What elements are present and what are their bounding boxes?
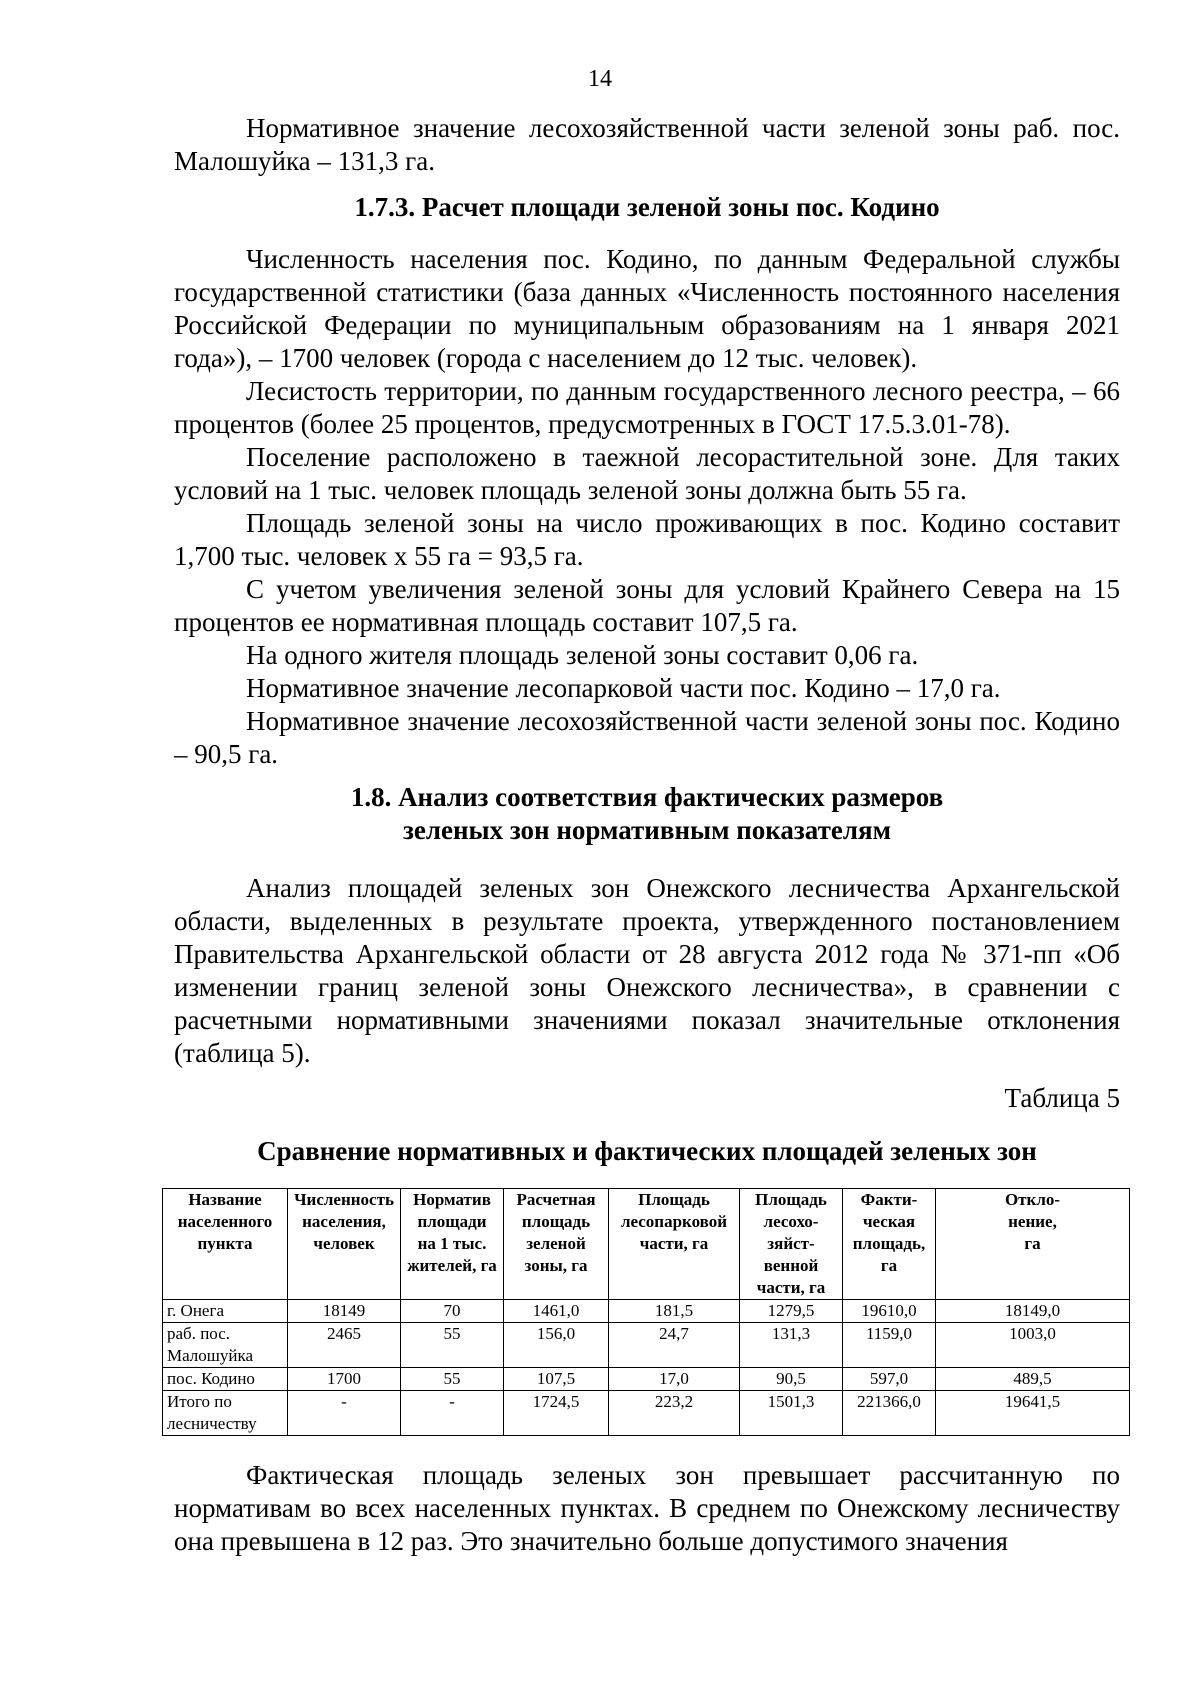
table-cell: 55: [401, 1368, 504, 1391]
table-header-cell: Площадь лесопарковой части, га: [609, 1189, 740, 1300]
table-cell: -: [401, 1391, 504, 1436]
table-cell: 489,5: [936, 1368, 1130, 1391]
document-body: [167, 112, 1120, 1558]
paragraph: Лесистость территории, по данным государственного лесного реестра, – 66 процентов (более 25 процентов, предусмотренных в ГОСТ 17.5.3.01-78).: [174, 376, 1120, 439]
table-cell: 1159,0: [843, 1323, 936, 1368]
table-cell: 70: [401, 1300, 504, 1323]
table-header-cell: Факти- ческая площадь, га: [843, 1189, 936, 1300]
table-cell: 1724,5: [504, 1391, 609, 1436]
section-heading: 1.7.3. Расчет площади зеленой зоны пос. Кодино: [354, 192, 940, 222]
table-title: Сравнение нормативных и фактических площадей зеленых зон: [257, 1136, 1037, 1166]
table-cell: 19610,0: [843, 1300, 936, 1323]
table-header-cell: Название населенного пункта: [163, 1189, 288, 1300]
table-cell: 24,7: [609, 1323, 740, 1368]
paragraph: Анализ площадей зеленых зон Онежского лесничества Архангельской области, выделенных в результате проекта, утвержденного постановлением Правительства Архангельской области от 28 августа 2012 года № 371-пп «Об изменении границ зеленой зоны Онежского лесничества», в сравнении с расчетными нормативными значениями показал значительные отклонения (таблица 5).: [174, 873, 1120, 1068]
table-cell: 107,5: [504, 1368, 609, 1391]
table-cell: 1700: [288, 1368, 401, 1391]
table-cell: -: [288, 1391, 401, 1436]
table-cell-name: Итого по лесничеству: [163, 1391, 288, 1436]
table-cell: 1279,5: [740, 1300, 843, 1323]
table-row: [163, 1300, 1130, 1323]
section-heading: [174, 781, 1120, 847]
table-cell: 17,0: [609, 1368, 740, 1391]
paragraph: Фактическая площадь зеленых зон превышает рассчитанную по нормативам во всех населенных пунктах. В среднем по Онежскому лесничеству она превышена в 12 раз. Это значительно больше допустимого значения: [174, 1460, 1120, 1556]
table-row: [163, 1323, 1130, 1368]
table-cell-name: пос. Кодино: [163, 1368, 288, 1391]
section-heading-line: зеленых зон нормативным показателям: [403, 815, 891, 845]
table-cell: 131,3: [740, 1323, 843, 1368]
table-cell: 19641,5: [936, 1391, 1130, 1436]
table-cell: 221366,0: [843, 1391, 936, 1436]
table-cell-name: г. Онега: [163, 1300, 288, 1323]
paragraph: Поселение расположено в таежной лесорастительной зоне. Для таких условий на 1 тыс. человек площадь зеленой зоны должна быть 55 га.: [174, 442, 1120, 505]
table-header-cell: Откло- нение, га: [936, 1189, 1130, 1300]
table-header-cell: Норматив площади на 1 тыс. жителей, га: [401, 1189, 504, 1300]
section-heading-line: 1.8. Анализ соответствия фактических размеров: [350, 782, 944, 812]
table-cell: 1461,0: [504, 1300, 609, 1323]
comparison-table: [162, 1188, 1130, 1436]
table-header-cell: Численность населения, человек: [288, 1189, 401, 1300]
paragraph: Площадь зеленой зоны на число проживающих в пос. Кодино составит 1,700 тыс. человек х 55 га = 93,5 га.: [174, 508, 1120, 571]
table-cell: 2465: [288, 1323, 401, 1368]
table-row: [163, 1368, 1130, 1391]
table-header-row: [163, 1189, 1130, 1300]
table-cell: 18149: [288, 1300, 401, 1323]
paragraph: Нормативное значение лесохозяйственной части зеленой зоны пос. Кодино – 90,5 га.: [174, 706, 1120, 769]
table-cell-name: раб. пос. Малошуйка: [163, 1323, 288, 1368]
page-number: 14: [588, 66, 612, 92]
paragraph: С учетом увеличения зеленой зоны для условий Крайнего Севера на 15 процентов ее нормативная площадь составит 107,5 га.: [174, 574, 1120, 637]
table-cell: 1003,0: [936, 1323, 1130, 1368]
table-row-total: [163, 1391, 1130, 1436]
table-cell: 223,2: [609, 1391, 740, 1436]
table-header-cell: Расчетная площадь зеленой зоны, га: [504, 1189, 609, 1300]
paragraph: На одного жителя площадь зеленой зоны составит 0,06 га.: [246, 640, 919, 670]
table-cell: 1501,3: [740, 1391, 843, 1436]
paragraph: Численность населения пос. Кодино, по данным Федеральной службы государственной статистики (база данных «Численность постоянного населения Российской Федерации по муниципальным образованиям на 1 января 2021 года»), – 1700 человек (города с населением до 12 тыс. человек).: [174, 244, 1120, 373]
table-cell: 597,0: [843, 1368, 936, 1391]
paragraph: Нормативное значение лесохозяйственной части зеленой зоны раб. пос. Малошуйка – 131,3 га.: [174, 113, 1120, 176]
table-label: Таблица 5: [1004, 1083, 1120, 1113]
table-cell: 55: [401, 1323, 504, 1368]
table-cell: 18149,0: [936, 1300, 1130, 1323]
paragraph: Нормативное значение лесопарковой части пос. Кодино – 17,0 га.: [246, 673, 1001, 703]
table-header-cell: Площадь лесохо- зяйст- венной части, га: [740, 1189, 843, 1300]
table-cell: 181,5: [609, 1300, 740, 1323]
table-cell: 90,5: [740, 1368, 843, 1391]
table-cell: 156,0: [504, 1323, 609, 1368]
